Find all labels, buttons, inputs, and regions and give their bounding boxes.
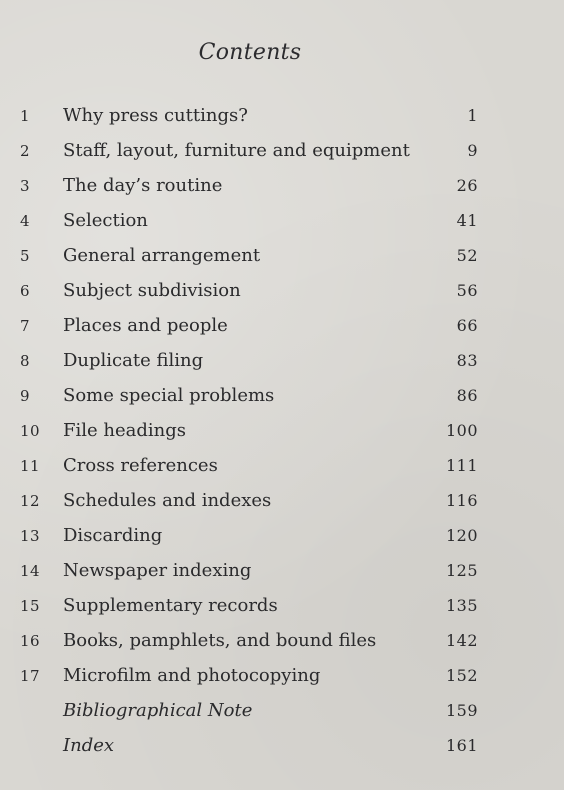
chapter-title: Staff, layout, furniture and equipment: [63, 140, 410, 161]
toc-entry: [0, 173, 564, 199]
chapter-title: Places and people: [63, 315, 228, 336]
toc-entry: [0, 558, 564, 584]
page-number: 56: [456, 281, 478, 300]
chapter-number: 1: [20, 107, 31, 125]
page-number: 135: [445, 596, 478, 615]
chapter-title: Microfilm and photocopying: [63, 665, 321, 686]
page-title: Contents: [198, 40, 302, 65]
chapter-title: Selection: [63, 210, 148, 231]
toc-entry: [0, 348, 564, 374]
chapter-title: File headings: [63, 420, 186, 441]
toc-entry: [0, 208, 564, 234]
toc-entry: [0, 138, 564, 164]
chapter-number: 17: [20, 667, 41, 685]
page-number: 26: [456, 176, 478, 195]
chapter-number: 15: [20, 597, 41, 615]
page-number: 1: [467, 106, 478, 125]
page-number: 125: [445, 561, 478, 580]
chapter-title: Discarding: [63, 525, 163, 546]
page-number: 116: [445, 491, 478, 510]
chapter-title: Supplementary records: [63, 595, 278, 616]
chapter-number: 4: [20, 212, 31, 230]
chapter-number: 8: [20, 352, 31, 370]
chapter-number: 10: [20, 422, 41, 440]
page-number: 142: [445, 631, 478, 650]
chapter-title: Some special problems: [63, 385, 275, 406]
chapter-title: Cross references: [63, 455, 218, 476]
chapter-number: 12: [20, 492, 41, 510]
page-number: 159: [445, 701, 478, 720]
chapter-number: 5: [20, 247, 31, 265]
chapter-title: Subject subdivision: [63, 280, 241, 301]
page-number: 52: [456, 246, 478, 265]
toc-entry: [0, 103, 564, 129]
chapter-number: 7: [20, 317, 31, 335]
toc-entry: [0, 278, 564, 304]
toc-entry: [0, 593, 564, 619]
page-number: 120: [445, 526, 478, 545]
page-number: 111: [445, 456, 478, 475]
toc-entry: [0, 453, 564, 479]
page-number: 100: [445, 421, 478, 440]
page-number: 66: [456, 316, 478, 335]
chapter-title: The day’s routine: [63, 175, 223, 196]
toc-entry: [0, 698, 564, 724]
toc-entry: [0, 313, 564, 339]
chapter-number: 9: [20, 387, 31, 405]
chapter-title: Why press cuttings?: [63, 105, 248, 126]
chapter-number: 6: [20, 282, 31, 300]
toc-entry: [0, 663, 564, 689]
chapter-title: Schedules and indexes: [63, 490, 272, 511]
chapter-number: 3: [20, 177, 31, 195]
page-number: 83: [456, 351, 478, 370]
page-number: 152: [445, 666, 478, 685]
chapter-title: Bibliographical Note: [63, 700, 253, 721]
chapter-number: 2: [20, 142, 31, 160]
chapter-number: 13: [20, 527, 41, 545]
toc-entry: [0, 383, 564, 409]
chapter-title: Duplicate filing: [63, 350, 204, 371]
chapter-title: General arrangement: [63, 245, 261, 266]
page-number: 161: [445, 736, 478, 755]
chapter-title: Index: [63, 735, 115, 756]
page-number: 9: [467, 141, 478, 160]
page-number: 86: [456, 386, 478, 405]
chapter-title: Books, pamphlets, and bound files: [63, 630, 377, 651]
toc-entry: [0, 243, 564, 269]
chapter-number: 14: [20, 562, 41, 580]
toc-entry: [0, 488, 564, 514]
chapter-number: 11: [20, 457, 41, 475]
page-number: 41: [456, 211, 478, 230]
chapter-title: Newspaper indexing: [63, 560, 252, 581]
toc-entry: [0, 523, 564, 549]
toc-entry: [0, 733, 564, 759]
toc-entry: [0, 418, 564, 444]
chapter-number: 16: [20, 632, 41, 650]
toc-entry: [0, 628, 564, 654]
